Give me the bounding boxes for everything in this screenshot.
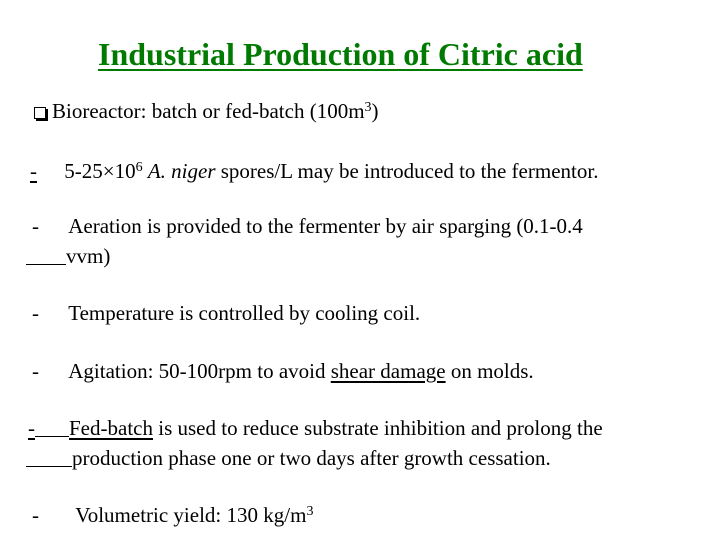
list-item-yield <box>32 502 313 528</box>
dash-marker: - <box>28 416 35 440</box>
list-item-aeration <box>32 213 583 239</box>
dash-marker: - <box>32 503 39 527</box>
organism-name: A. niger <box>147 159 216 183</box>
spores-text: spores/L may be introduced to the fermentor. <box>215 159 599 183</box>
agitation-rest: on molds. <box>445 359 534 383</box>
temperature-text: Temperature is controlled by cooling coil. <box>68 301 421 325</box>
bioreactor-close: ) <box>371 99 379 123</box>
power-exponent: 6 <box>135 160 143 175</box>
dash-marker: - <box>32 301 39 325</box>
dash-marker: - <box>32 359 39 383</box>
list-item-temperature <box>32 300 420 326</box>
list-item-agitation <box>32 358 534 384</box>
fed-batch-term: Fed-batch <box>69 416 153 440</box>
times-symbol: × <box>102 159 115 183</box>
shear-damage-term: shear damage <box>330 359 446 383</box>
bioreactor-exponent: 3 <box>364 100 372 115</box>
list-item-aeration-cont <box>26 243 110 269</box>
aeration-line2: vvm) <box>66 244 111 268</box>
dash-marker: - <box>32 214 39 238</box>
page-title: Industrial Production of Citric acid <box>98 36 583 72</box>
agitation-text: Agitation: 50-100rpm to avoid <box>68 359 331 383</box>
power-base: 10 <box>114 159 136 183</box>
checkbox-bullet-icon <box>34 107 46 119</box>
fed-batch-line2: production phase one or two days after growth cessation. <box>72 446 551 470</box>
list-item-fed-batch <box>28 415 603 441</box>
bioreactor-line <box>34 98 379 124</box>
indent-underline <box>26 448 72 467</box>
list-item-spores <box>30 158 598 184</box>
yield-text: Volumetric yield: 130 kg/m <box>75 503 307 527</box>
spore-range: 5-25 <box>64 159 103 183</box>
aeration-line1: Aeration is provided to the fermenter by air sparging (0.1-0.4 <box>68 214 583 238</box>
yield-exponent: 3 <box>306 504 314 519</box>
dash-marker: - <box>30 159 37 183</box>
bioreactor-text: Bioreactor: batch or fed-batch (100m <box>52 99 365 123</box>
indent-underline <box>26 246 66 265</box>
fed-batch-text: is used to reduce substrate inhibition and prolong the <box>152 416 603 440</box>
indent-underline <box>35 418 69 437</box>
list-item-fed-batch-cont <box>26 445 551 471</box>
